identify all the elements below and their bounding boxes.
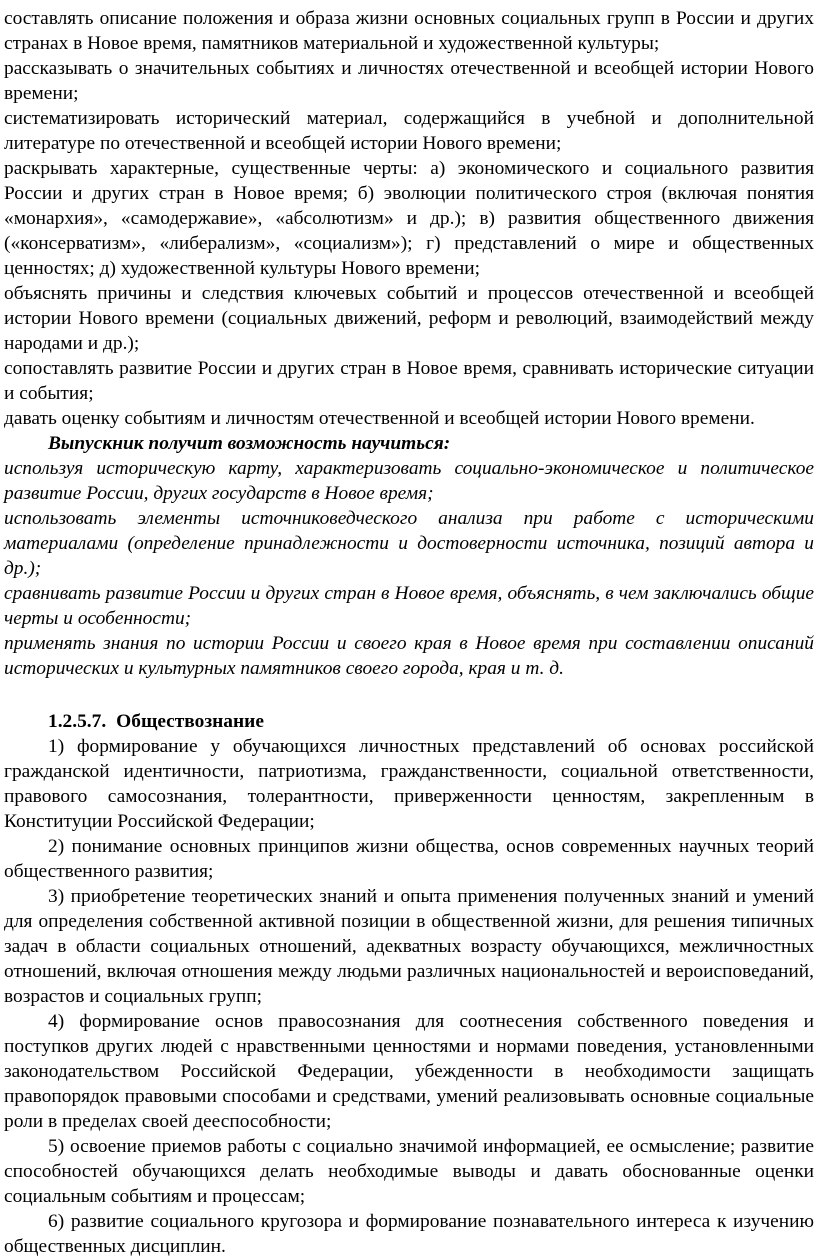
- opportunity-list: [4, 456, 814, 681]
- opportunity-heading: Выпускник получит возможность научиться:: [48, 433, 451, 454]
- section-title: Обществознание: [116, 711, 264, 732]
- section-items: [4, 734, 814, 1259]
- section-item: 4) формирование основ правосознания для соотнесения собственного поведения и поступков других людей с нравственными ценностями и нормами поведения, установленными законодательством Российской Федерации, убежденности в необходимости защищать правопорядок правовыми способами и средствами, умений реализовывать основные социальные роли в пределах своей дееспособности;: [4, 1011, 814, 1132]
- list-item: сопоставлять развитие России и других стран в Новое время, сравнивать исторические ситуации и события;: [4, 358, 814, 404]
- list-item: сравнивать развитие России и других стран в Новое время, объяснять, в чем заключались общие черты и особенности;: [4, 583, 814, 629]
- section-item: 5) освоение приемов работы с социально значимой информацией, ее осмысление; развитие способностей обучающихся делать необходимые выводы и давать обоснованные оценки социальным событиям и процессам;: [4, 1136, 814, 1207]
- section-heading: [4, 709, 814, 734]
- section-item: 2) понимание основных принципов жизни общества, основ современных научных теорий общественного развития;: [4, 836, 814, 882]
- outcomes-list: [4, 6, 814, 431]
- list-item: систематизировать исторический материал, содержащийся в учебной и дополнительной литературе по отечественной и всеобщей истории Нового времени;: [4, 108, 814, 154]
- list-item: раскрывать характерные, существенные черты: а) экономического и социального развития России и других стран в Новое время; б) эволюции политического строя (включая понятия «монархия», «самодержавие», «абсолютизм» и др.); в) развития общественного движения («консерватизм», «либерализм», «социализм»); г) представлений о мире и общественных ценностях; д) художественной культуры Нового времени;: [4, 158, 814, 279]
- section-item: 3) приобретение теоретических знаний и опыта применения полученных знаний и умений для определения собственной активной позиции в общественной жизни, для решения типичных задач в области социальных отношений, адекватных возрасту обучающихся, межличностных отношений, включая отношения между людьми различных национальностей и вероисповеданий, возрастов и социальных групп;: [4, 886, 814, 1007]
- list-item: рассказывать о значительных событиях и личностях отечественной и всеобщей истории Нового времени;: [4, 58, 814, 104]
- list-item: объяснять причины и следствия ключевых событий и процессов отечественной и всеобщей истории Нового времени (социальных движений, реформ и революций, взаимодействий между народами и др.);: [4, 283, 814, 354]
- list-item: составлять описание положения и образа жизни основных социальных групп в России и других странах в Новое время, памятников материальной и художественной культуры;: [4, 8, 814, 54]
- section-number: 1.2.5.7.: [48, 711, 107, 732]
- list-item: применять знания по истории России и своего края в Новое время при составлении описаний исторических и культурных памятников своего города, края и т. д.: [4, 633, 814, 679]
- list-item: используя историческую карту, характеризовать социально-экономическое и политическое развитие России, других государств в Новое время;: [4, 458, 814, 504]
- section-item: 1) формирование у обучающихся личностных представлений об основах российской гражданской идентичности, патриотизма, гражданственности, социальной ответственности, правового самосознания, толерантности, приверженности ценностям, закрепленным в Конституции Российской Федерации;: [4, 736, 814, 832]
- list-item: использовать элементы источниковедческого анализа при работе с историческими материалами (определение принадлежности и достоверности источника, позиций автора и др.);: [4, 508, 814, 579]
- section-item: 6) развитие социального кругозора и формирование познавательного интереса к изучению общественных дисциплин.: [4, 1211, 814, 1257]
- list-item: давать оценку событиям и личностям отечественной и всеобщей истории Нового времени.: [4, 408, 755, 429]
